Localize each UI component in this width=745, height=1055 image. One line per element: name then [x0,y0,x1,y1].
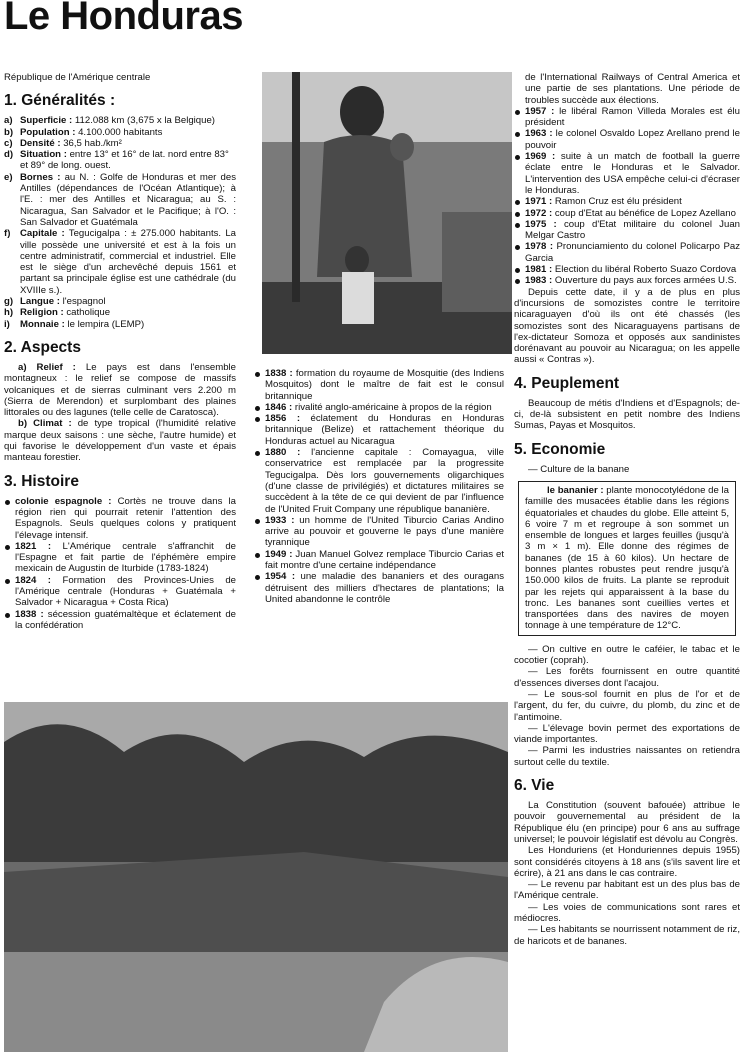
climat-text: de type tropical (l'humidité relative marque deux saisons : une sèche, l'autre humide) et qui favorise le développement d'un vaste et épais manteau forestier. [4,418,236,464]
list-item [254,515,504,549]
item-label: 1972 : [525,207,553,219]
column-middle [254,368,504,605]
list-item [254,413,504,447]
item-label: 1963 : [525,128,553,140]
list-item [514,264,740,275]
list-item [514,219,740,242]
item-key: b) [4,126,14,138]
histoire-list-left [4,496,236,632]
item-text: une maladie des bananiers et des ouragans détruisent des milliers d'hectares de plantations; la United abandonne le contrôle [265,571,505,605]
list-item [4,541,236,575]
histoire-list-right [514,106,740,287]
histoire-outro: Depuis cette date, il y a de plus en plus d'incursions de somozistes contre le territoire nicaraguayen d'où ils ont été chassés (les somozistes sont des Nicaraguayens partisans de l'ex-dictateur Somoza et opposés aux sandinistes dorénavant au pouvoir au Nicaragua; on les appelle aussi « Contras »). [514,286,740,366]
banana-info-box [518,481,736,636]
item-label: Densité : [20,137,61,149]
relief-text: Le pays est dans l'ensemble montagneux : le relief se compose de massifs volcaniques et de sierras culminant vers 2.200 m (Sierra de Merendon) et surplombant des plaines littorales ou des lagunes (telle celle de Caratosca). [4,361,236,419]
photo-hut [442,212,512,312]
list-item [514,106,740,129]
list-item [514,128,740,151]
vie-paragraph: — Le revenu par habitant est un des plus bas de l'Amérique centrale. [514,879,740,902]
item-text: Cortès ne trouve dans la région rien qui pourrait retenir l'attention des Espagnols. Seuls quelques colons y pratiquent l'élevage intensif. [15,495,236,541]
item-text: l'ancienne capitale : Comayagua, ville conservatrice est remplacée par la progressite Tegucigalpa. Dès lors gouvernements oligarchiques (d'une classe de privilégiés) et dictatures militaires se succèdent à la tête de ce qui devient de par l'influence de l'United Fruit Company une république bananière. [265,447,505,515]
list-item [514,241,740,264]
item-text: suite à un match de football la guerre éclate entre le Honduras et le Salvador. L'intervention des USA empêche celui-ci d'écraser le Honduras. [525,151,740,196]
item-text: 112.088 km (3,675 x la Belgique) [72,115,215,127]
item-label: 1969 : [525,151,556,163]
item-text: L'Amérique centrale s'affranchit de l'Espagne et fait partie de l'éphémère empire mexicain de Augustin de Iturbide (1783-1824) [15,540,237,575]
item-label: 1983 : [525,275,553,287]
item-label: Superficie : [20,115,73,127]
economie-paragraph: — Le sous-sol fournit en plus de l'or et de l'argent, du fer, du cuivre, du plomb, du zinc et de l'antimoine. [514,688,740,723]
item-label: 1880 : [265,447,301,459]
item-key: c) [4,137,13,149]
economie-intro: — Culture de la banane [528,463,630,475]
item-key: g) [4,296,14,308]
photo-woman-children-illustration [262,72,512,354]
economie-paragraph: — Les forêts fournissent en outre quantité d'essences diverses dont l'acajou. [514,666,740,689]
item-text: l'espagnol [59,296,106,308]
item-label: 1957 : [525,105,555,117]
item-label: 1824 : [15,574,51,586]
list-item [514,208,740,219]
item-label: 1838 : [265,368,293,379]
item-label: Religion : [20,307,64,319]
list-item [514,151,740,196]
histoire-continuation: de l'International Railways of Central America et une partie de ses plantations. Une période de troubles succède aux élections. [525,72,740,106]
list-item [514,275,740,286]
climat-label: b) Climat : [18,418,72,430]
photo-woman-head [340,86,384,138]
section-heading-economie: 5. Economie [514,440,606,458]
item-text: rivalité anglo-américaine à propos de la région [292,401,492,413]
box-label: le bananier : [547,484,604,496]
item-label: Situation : [20,149,67,161]
vie-paragraph: Les Honduriens (et Honduriennes depuis 1955) sont considérés citoyens à 18 ans (s'ils savent lire et écrire), à 21 ans dans le cas contraire. [514,845,740,879]
item-text: catholique [63,307,111,319]
photo-child-head [345,246,369,274]
item-label: 1949 : [265,548,293,560]
section-heading-peuplement: 4. Peuplement [514,374,620,392]
section-heading-aspects: 2. Aspects [4,338,81,356]
list-item [254,571,504,605]
item-text: coup d'Etat au bénéfice de Lopez Azellano [552,207,736,219]
photo-banana-plantation-illustration [4,702,508,1052]
item-text: éclatement du Honduras en Honduras britannique (Belize) et rattachement théorique du Honduras actuel au Nicaragua [265,413,505,447]
item-label: 1821 : [15,540,52,552]
item-text: un homme de l'United Tiburcio Carias Andino arrive au pouvoir et gouverne le pays d'une manière tyrannique [265,514,505,549]
photo-child-shirt [342,272,374,324]
histoire-list-middle [254,368,504,605]
relief-label: a) Relief : [18,361,76,373]
column-right [514,72,740,947]
section-heading-vie: 6. Vie [514,777,555,795]
item-text: le libéral Ramon Villeda Morales est élu président [525,105,741,129]
vie-paragraph: La Constitution (souvent bafouée) attribue le pouvoir gouvernemental au président de la République élu (en principe) pour 6 ans au suffrage universel; le pouvoir législatif est dévolu au Congrès. [514,800,740,845]
photo-woman-children [262,72,512,354]
item-key: h) [4,307,14,319]
item-label: 1954 : [265,571,296,583]
item-label: 1981 : [525,264,553,276]
item-label: 1933 : [265,514,295,526]
item-key: a) [4,115,13,127]
item-label: Bornes : [20,171,61,183]
subtitle: République de l'Amérique centrale [4,72,151,83]
item-label: colonie espagnole : [15,495,112,507]
vie-paragraph: — Les habitants se nourrissent notamment de riz, de haricots et de bananes. [514,924,740,947]
item-text: Ramon Cruz est élu président [552,196,682,208]
item-label: Langue : [20,296,60,308]
photo-baby [390,133,414,161]
item-label: 1975 : [525,218,557,230]
item-text: entre 13° et 16° de lat. nord entre 83° et 89° de long. ouest. [20,149,229,172]
photo-banana-plantation [4,702,508,1052]
item-text: Juan Manuel Golvez remplace Tiburcio Carias et fait montre d'une certaine indépendance [265,548,504,572]
item-text: Election du libéral Roberto Suazo Cordova [552,264,737,276]
item-text: Formation des Provinces-Unies de l'Amérique centrale (Honduras + Guatémala + Salvador + Nicaragua + Costa Rica) [15,574,236,609]
list-item [514,196,740,207]
item-label: Population : [20,126,76,138]
box-text: plante monocotylédone de la famille des musacées établie dans les régions équatoriales et chaudes du globe. Elle atteint 5, 6 voire 7 m et regroupe à son sommet un ensemble de longues et larges feuilles (jusqu'à 3 m × 1 m). Elle donne des régimes de bananes (de 15 à 60 kilos). Un hectare de bonnes plantes robustes peut rendre jusqu'à 150.000 kilos de fruits. La plante se reproduit par les rejets qui apparaissent à la base du tronc. Les bananes sont cueillies vertes et transportées dans des navires de moyen tonnage à une température de 12°C. [525,484,729,632]
list-item [4,575,236,609]
aspects-relief [4,362,236,418]
item-text: coup d'Etat militaire du colonel Juan Melgar Castro [525,218,740,242]
vie-paragraph: — Les voies de communications sont rares et médiocres. [514,901,740,924]
item-text: 36,5 hab./km² [60,137,122,149]
photo-pole [292,72,300,302]
item-label: 1978 : [525,241,554,253]
item-text: 4.100.000 habitants [75,126,163,138]
item-key: i) [4,318,10,330]
item-label: 1971 : [525,196,553,208]
item-text: Ouverture du pays aux forces armées U.S. [552,275,737,287]
photo-banana-bunches [4,852,508,962]
page-title: Le Honduras [4,0,243,38]
item-key: d) [4,149,14,161]
item-label: 1846 : [265,401,293,413]
section-heading-histoire: 3. Histoire [4,472,79,490]
list-item [4,609,236,632]
item-text: sécession guatémaltèque et éclatement de la confédération [15,608,236,631]
generalites-list [4,115,236,330]
peuplement-text: Beaucoup de métis d'Indiens et d'Espagnols; de-ci, de-là subsistent en petit nombre des Indiens Sumas, Payas et Mosquitos. [514,397,740,432]
economie-paragraph: — On cultive en outre le caféier, le tabac et le cocotier (coprah). [514,643,740,667]
item-label: Monnaie : [20,318,65,330]
item-key: f) [4,228,11,240]
item-key: e) [4,171,13,183]
item-text: au N. : Golfe de Honduras et mer des Antilles (dépendances de l'Océan Atlantique); à l'E. : mer des Antilles et Nicaragua; au S. : Nicaragua, San Salvador et le Pacifique; à l'O. : San Salvador et Guatémala [20,171,236,228]
list-item [254,447,504,515]
list-item [254,402,504,413]
item-label: Capitale : [20,228,65,240]
item-text: Pronunciamiento du colonel Policarpo Paz Garcia [525,241,740,264]
section-heading-generalites: 1. Généralités : [4,92,116,110]
column-left [4,72,236,631]
item-text: le lempira (LEMP) [64,318,145,330]
item-text: formation du royaume de Mosquitie (des Indiens Mosquitos) dont le maître de fait est le consul britannique [265,368,504,402]
aspects-climat [4,418,236,463]
economie-paragraph: — Parmi les industries naissantes on retiendra surtout celle du textile. [514,745,740,768]
list-item [4,496,236,541]
item-label: 1838 : [15,608,44,620]
item-text: Tegucigalpa : ± 275.000 habitants. La ville possède une université et est à la fois un centre administratif, commercial et industriel. Elle est le siège d'un archevêché depuis 1561 et partant sa principale église est une cathédrale (du XVIIIe s.). [20,228,236,296]
list-item [254,549,504,572]
item-label: 1856 : [265,413,301,425]
item-text: le colonel Osvaldo Lopez Arellano prend le pouvoir [525,128,740,151]
list-item [254,368,504,402]
economie-paragraph: — L'élevage bovin permet des exportations de viande importantes. [514,722,740,746]
